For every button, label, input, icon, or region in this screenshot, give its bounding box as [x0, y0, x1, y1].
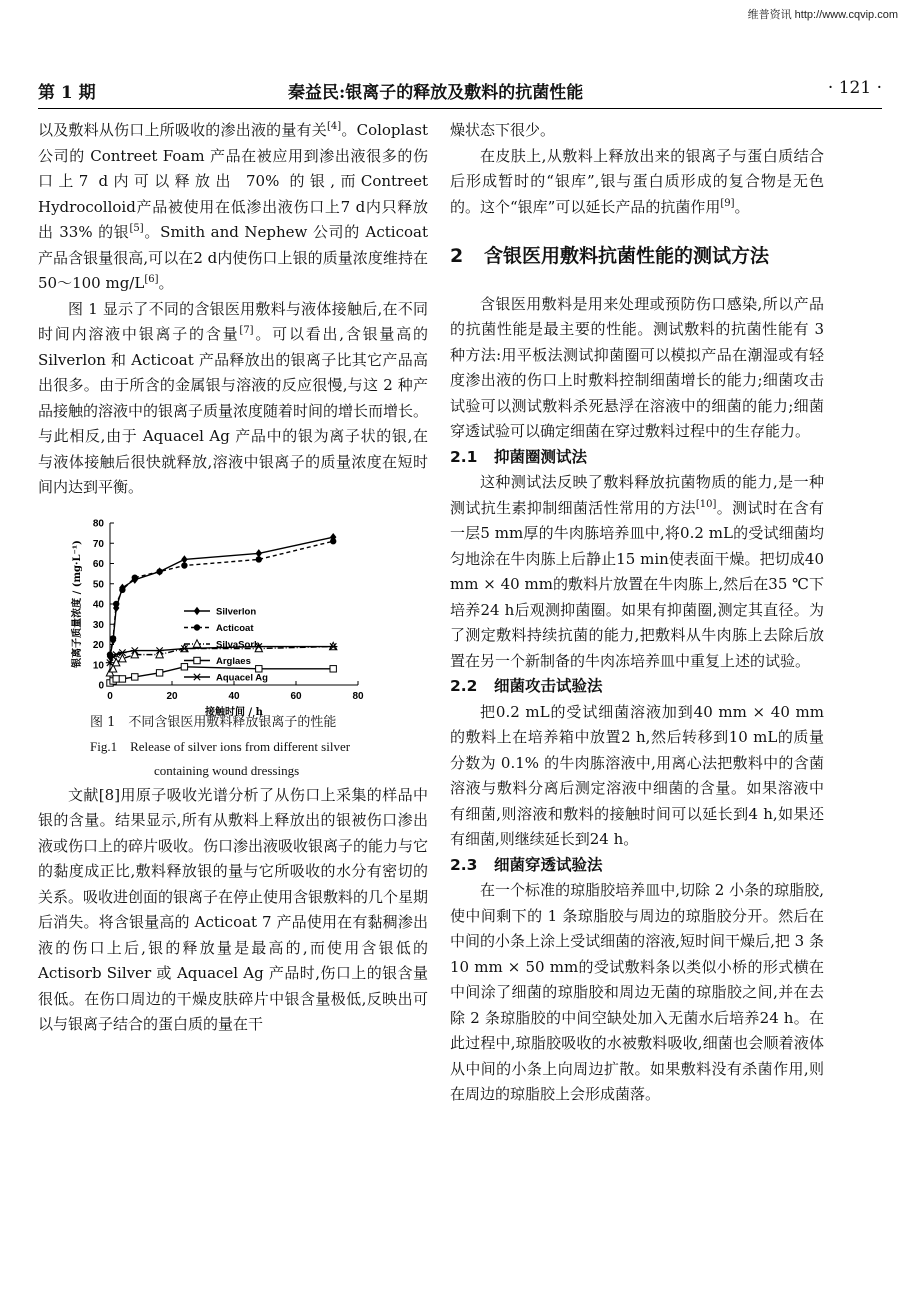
data-point-4 — [132, 673, 138, 679]
right-column — [450, 118, 824, 1108]
paragraph: 含银医用敷料是用来处理或预防伤口感染,所以产品的抗菌性能是最主要的性能。测试敷料的抗菌性能有 3 种方法:用平板法测试抑菌圈可以模拟产品在潮湿或有轻度渗出液的伤口上时敷料控制细菌增长的能力;细菌攻击试验可以测试敷料杀死悬浮在溶液中的细菌的能力;细菌穿透试验可以确定细菌在穿过敷料过程中的生存能力。 — [450, 294, 824, 440]
x-tick-label: 0 — [107, 690, 113, 702]
citation: [4] — [327, 121, 342, 132]
y-tick-label: 30 — [92, 619, 104, 631]
paragraph: 在一个标准的琼脂胶培养皿中,切除 2 小条的琼脂胶,使中间剩下的 1 条琼脂胶与周边的琼脂胶分开。然后在中间的小条上涂上受试细菌的溶液,短时间干燥后,把 3 条10 mm × 50 mm的受试敷料条以类似小桥的形式横在中间涂了细菌的琼脂胶和周边无菌的琼脂胶之间,并在去除 2 条琼脂胶的中间空缺处加入无菌水后培养24 h。在此过程中,琼脂胶吸收的水被敷料吸收,细菌也会顺着液体从中间的小条上向周边扩散。如果敷料没有杀菌作用,则在周边的琼脂胶上会形成菌落。 — [450, 881, 824, 1103]
y-tick-label: 40 — [92, 599, 104, 610]
y-tick-label: 10 — [92, 659, 104, 671]
legend-marker — [194, 606, 200, 614]
paragraph: 燥状态下很少。 — [450, 121, 556, 139]
running-title: 秦益民:银离子的释放及敷料的抗菌性能 — [288, 83, 584, 103]
data-point-4 — [119, 675, 125, 681]
data-point-2 — [119, 586, 125, 592]
figure-caption-cn: 图 1 不同含银医用敷料释放银离子的性能 — [90, 714, 337, 730]
x-tick-label: 80 — [352, 690, 364, 702]
x-axis-label: 接触时间 / h — [205, 706, 263, 718]
subsection-heading: 2.3 细菌穿透试验法 — [450, 855, 603, 874]
citation: [10] — [695, 498, 717, 510]
series-line-2 — [110, 541, 333, 654]
line-chart — [38, 511, 428, 718]
legend-marker — [194, 657, 200, 663]
legend-marker — [194, 624, 200, 630]
data-point-2 — [330, 538, 336, 544]
paragraph: 图 1 显示了不同的含银医用敷料与液体接触后,在不同时间内溶液中银离子的含量[7]。可以看出,含银量高的 Silverlon 和 Acticoat 产品释放出的银离子比其它产品高出很多。由于所含的金属银与溶液的反应很慢,与这 2 种产品接触的溶液中的银离子质量浓度随着时间的增长而增长。与此相反,由于 Aquacel Ag 产品中的银为离子状的银,在与液体接触后很快就释放,溶液中银离子的质量浓度在短时间内达到平衡。 — [38, 299, 429, 496]
figure-1 — [38, 511, 428, 718]
figure-caption-en: Fig.1 Release of silver ions from different silver — [90, 738, 351, 754]
legend-label: Silverlon — [216, 606, 257, 617]
issue-number: 第 1 期 — [38, 83, 96, 103]
citation: [7] — [239, 325, 254, 336]
section-heading: 2 含银医用敷料抗菌性能的测试方法 — [450, 245, 770, 267]
legend-label: Acticoat — [216, 622, 254, 634]
left-column — [38, 118, 428, 1038]
data-point-2 — [181, 562, 187, 568]
legend-marker — [193, 673, 201, 679]
data-point-2 — [113, 600, 119, 606]
legend-label: Aquacel Ag — [216, 672, 268, 683]
y-tick-label: 80 — [92, 518, 104, 529]
data-point-4 — [330, 665, 336, 671]
subsection-heading: 2.1 抑菌圈测试法 — [450, 447, 588, 466]
figure-caption-en-cont: containing wound dressings — [154, 762, 300, 778]
data-point-4 — [113, 675, 119, 681]
page-number: · 121 · — [827, 78, 882, 98]
data-point-2 — [132, 574, 138, 580]
legend-label: Arglaes — [216, 655, 251, 667]
data-point-2 — [156, 568, 162, 574]
paragraph: 把0.2 mL的受试细菌溶液加到40 mm × 40 mm的敷料上在培养箱中放置2 h,然后转移到10 mL的质量分数为 0.1% 的牛肉胨溶液中,用离心法把敷料中的含菌溶液与敷料分离后测定溶液中细菌的含量。如果溶液中有细菌,则溶液和敷料的接触时间可以延长到4 h,如果还有细菌,则继续延长到24 h。 — [450, 702, 824, 848]
y-axis-label: 银离子质量浓度 / (mg·L⁻¹) — [72, 539, 83, 668]
data-point-2 — [256, 556, 262, 562]
data-point-4 — [156, 669, 162, 675]
x-tick-label: 60 — [290, 690, 302, 702]
data-point-4 — [256, 665, 262, 671]
paragraph: 在皮肤上,从敷料上释放出来的银离子与蛋白质结合后形成暂时的“银库”,银与蛋白质形成的复合物是无色的。这个“银库”可以延长产品的抗菌作用[9]。 — [450, 146, 824, 216]
subsection-heading: 2.2 细菌攻击试验法 — [450, 677, 603, 695]
running-head — [38, 72, 882, 109]
citation: [6] — [144, 274, 159, 285]
legend-label: SilvaSorb — [216, 639, 260, 650]
data-point-4 — [181, 663, 187, 669]
watermark-text: 维普资讯 http://www.cqvip.com — [747, 9, 898, 21]
paragraph: 以及敷料从伤口上所吸收的渗出液的量有关[4]。Coloplast公司的 Contreet Foam 产品在被应用到渗出液很多的伤口上7 d内可以释放出 70% 的银,而Contreet Hydrocolloid产品被使用在低渗出液伤口上7 d内只释放出 33% 的银[5]。Smith and Nephew 公司的 Acticoat 产品含银量很高,可以在2 d内使伤口上银的质量浓度维持在 50～100 mg/L[6]。 — [38, 121, 428, 292]
paragraph: 文献[8]用原子吸收光谱分析了从伤口上采集的样品中银的含量。结果显示,所有从敷料上释放出的银被伤口渗出液或伤口上的碎片吸收。伤口渗出液吸收银离子的能力与它的黏度成正比,敷料释放银的量与它所吸收的水分有密切的关系。吸收进创面的银离子在停止使用含银敷料的几个星期后消失。将含银量高的 Acticoat 7 产品使用在有黏稠渗出液的伤口上后,银的释放量是最高的,而使用含银低的 Actisorb Silver 或 Aquacel Ag 产品时,伤口上的银含量很低。在伤口周边的干燥皮肤碎片中银含量极低,反映出可以与银离子结合的蛋白质的量在干 — [38, 785, 429, 1033]
y-tick-label: 20 — [92, 639, 104, 651]
paragraph: 这种测试法反映了敷料释放抗菌物质的能力,是一种测试抗生素抑制细菌活性常用的方法[10]。测试时在含有一层5 mm厚的牛肉胨培养皿中,将0.2 mL的受试细菌均匀地涂在牛肉胨上后静止15 min使表面干燥。把切成40 mm × 40 mm的敷料片放置在牛肉胨上,然后在35 ℃下培养24 h后观测抑菌圈。如果有抑菌圈,测定其直径。为了测定敷料持续抗菌的能力,把敷料从牛肉胨上去除后放置在另一个新制备的牛肉冻培养皿中重复上述的试验。 — [450, 473, 824, 670]
x-tick-label: 20 — [166, 690, 178, 702]
y-tick-label: 60 — [92, 558, 104, 570]
data-point-2 — [110, 635, 116, 641]
y-tick-label: 50 — [92, 578, 104, 590]
citation: [5] — [129, 223, 144, 234]
y-tick-label: 0 — [98, 680, 104, 691]
citation: [9] — [720, 197, 735, 209]
y-tick-label: 70 — [92, 538, 104, 550]
x-tick-label: 40 — [228, 690, 240, 702]
